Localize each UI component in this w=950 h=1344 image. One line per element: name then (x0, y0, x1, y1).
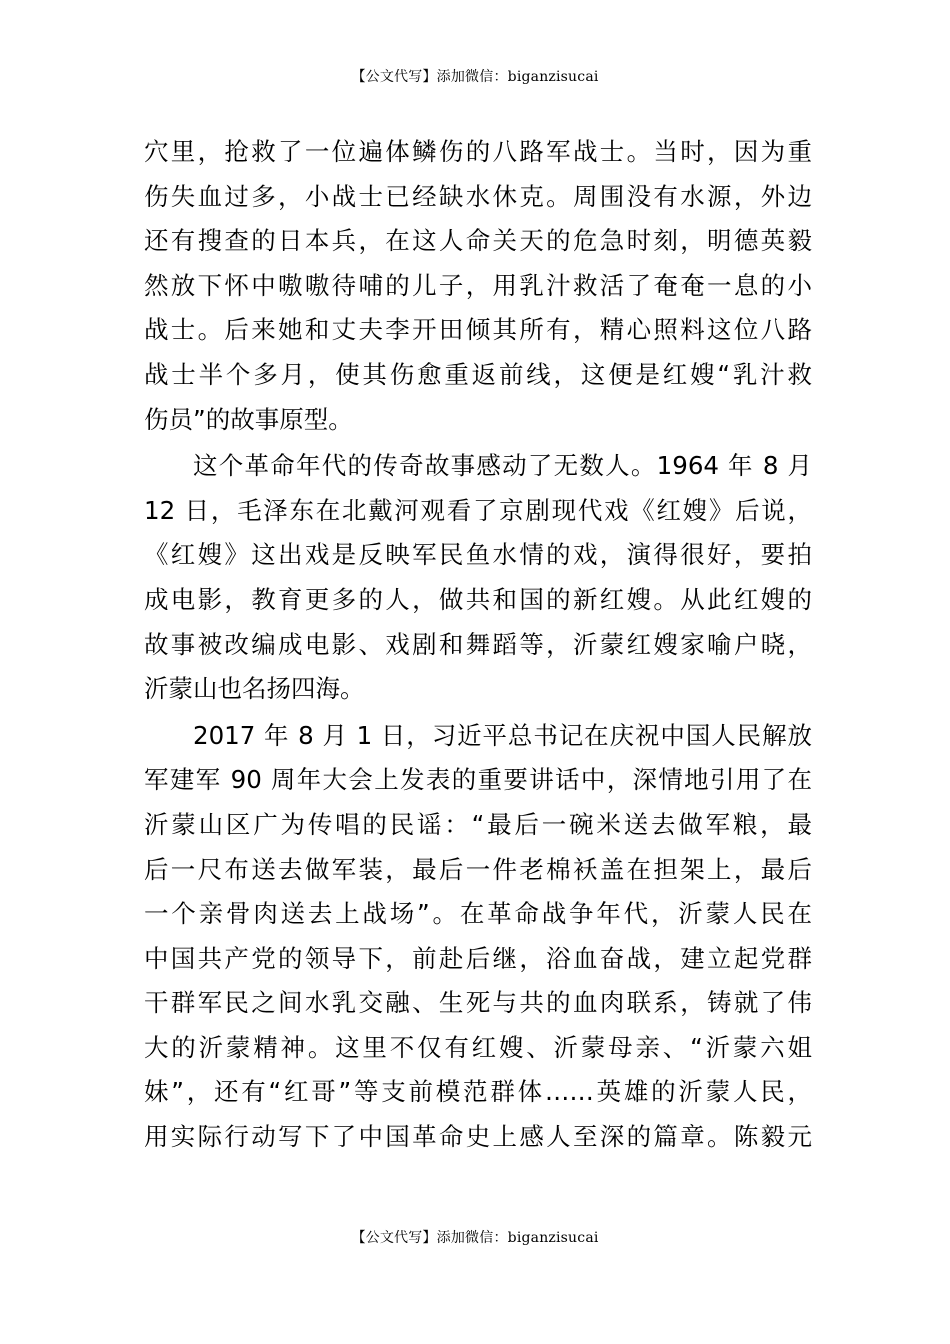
text-line: 这个革命年代的传奇故事感动了无数人。1964 年 8 月 (193, 451, 812, 481)
page-footer-watermark: 【公文代写】添加微信：biganzisucai (351, 1230, 599, 1246)
text-line: 伤员”的故事原型。 (144, 404, 353, 434)
paragraph (144, 130, 812, 442)
text-line: 战士。后来她和丈夫李开田倾其所有，精心照料这位八路 (144, 315, 812, 345)
document-body (144, 130, 812, 1160)
paragraph (144, 444, 812, 712)
text-line: 后一尺布送去做军装，最后一件老棉袄盖在担架上，最后 (144, 854, 812, 884)
text-line: 故事被改编成电影、戏剧和舞蹈等，沂蒙红嫂家喻户晓， (144, 629, 812, 659)
text-line: 《红嫂》这出戏是反映军民鱼水情的戏，演得很好，要拍 (144, 540, 812, 570)
text-line: 妹”，还有“红哥”等支前模范群体……英雄的沂蒙人民， (144, 1077, 812, 1107)
text-line: 穴里，抢救了一位遍体鳞伤的八路军战士。当时，因为重 (144, 137, 812, 166)
text-line: 沂蒙山也名扬四海。 (144, 674, 365, 704)
text-line: 还有搜查的日本兵，在这人命关天的危急时刻，明德英毅 (144, 226, 812, 256)
text-line: 一个亲骨肉送去上战场”。在革命战争年代，沂蒙人民在 (144, 899, 812, 929)
text-line: 沂蒙山区广为传唱的民谣：“最后一碗米送去做军粮，最 (144, 809, 812, 839)
page-header-watermark: 【公文代写】添加微信：biganzisucai (351, 69, 599, 85)
text-line: 用实际行动写下了中国革命史上感人至深的篇章。陈毅元 (144, 1122, 812, 1152)
text-line: 大的沂蒙精神。这里不仅有红嫂、沂蒙母亲、“沂蒙六姐 (144, 1032, 812, 1062)
text-line: 干群军民之间水乳交融、生死与共的血肉联系，铸就了伟 (144, 988, 812, 1018)
text-line: 12 日，毛泽东在北戴河观看了京剧现代戏《红嫂》后说， (144, 495, 812, 525)
text-line: 中国共产党的领导下，前赴后继，浴血奋战，建立起党群 (144, 943, 812, 973)
text-line: 军建军 90 周年大会上发表的重要讲话中，深情地引用了在 (144, 765, 812, 795)
text-line: 2017 年 8 月 1 日，习近平总书记在庆祝中国人民解放 (193, 720, 812, 750)
text-line: 然放下怀中嗷嗷待哺的儿子，用乳汁救活了奄奄一息的小 (144, 270, 812, 300)
text-line: 成电影，教育更多的人，做共和国的新红嫂。从此红嫂的 (144, 584, 812, 614)
text-line: 伤失血过多，小战士已经缺水休克。周围没有水源，外边 (144, 181, 812, 211)
text-line: 战士半个多月，使其伤愈重返前线，这便是红嫂“乳汁救 (144, 359, 812, 389)
paragraph (144, 714, 812, 1160)
